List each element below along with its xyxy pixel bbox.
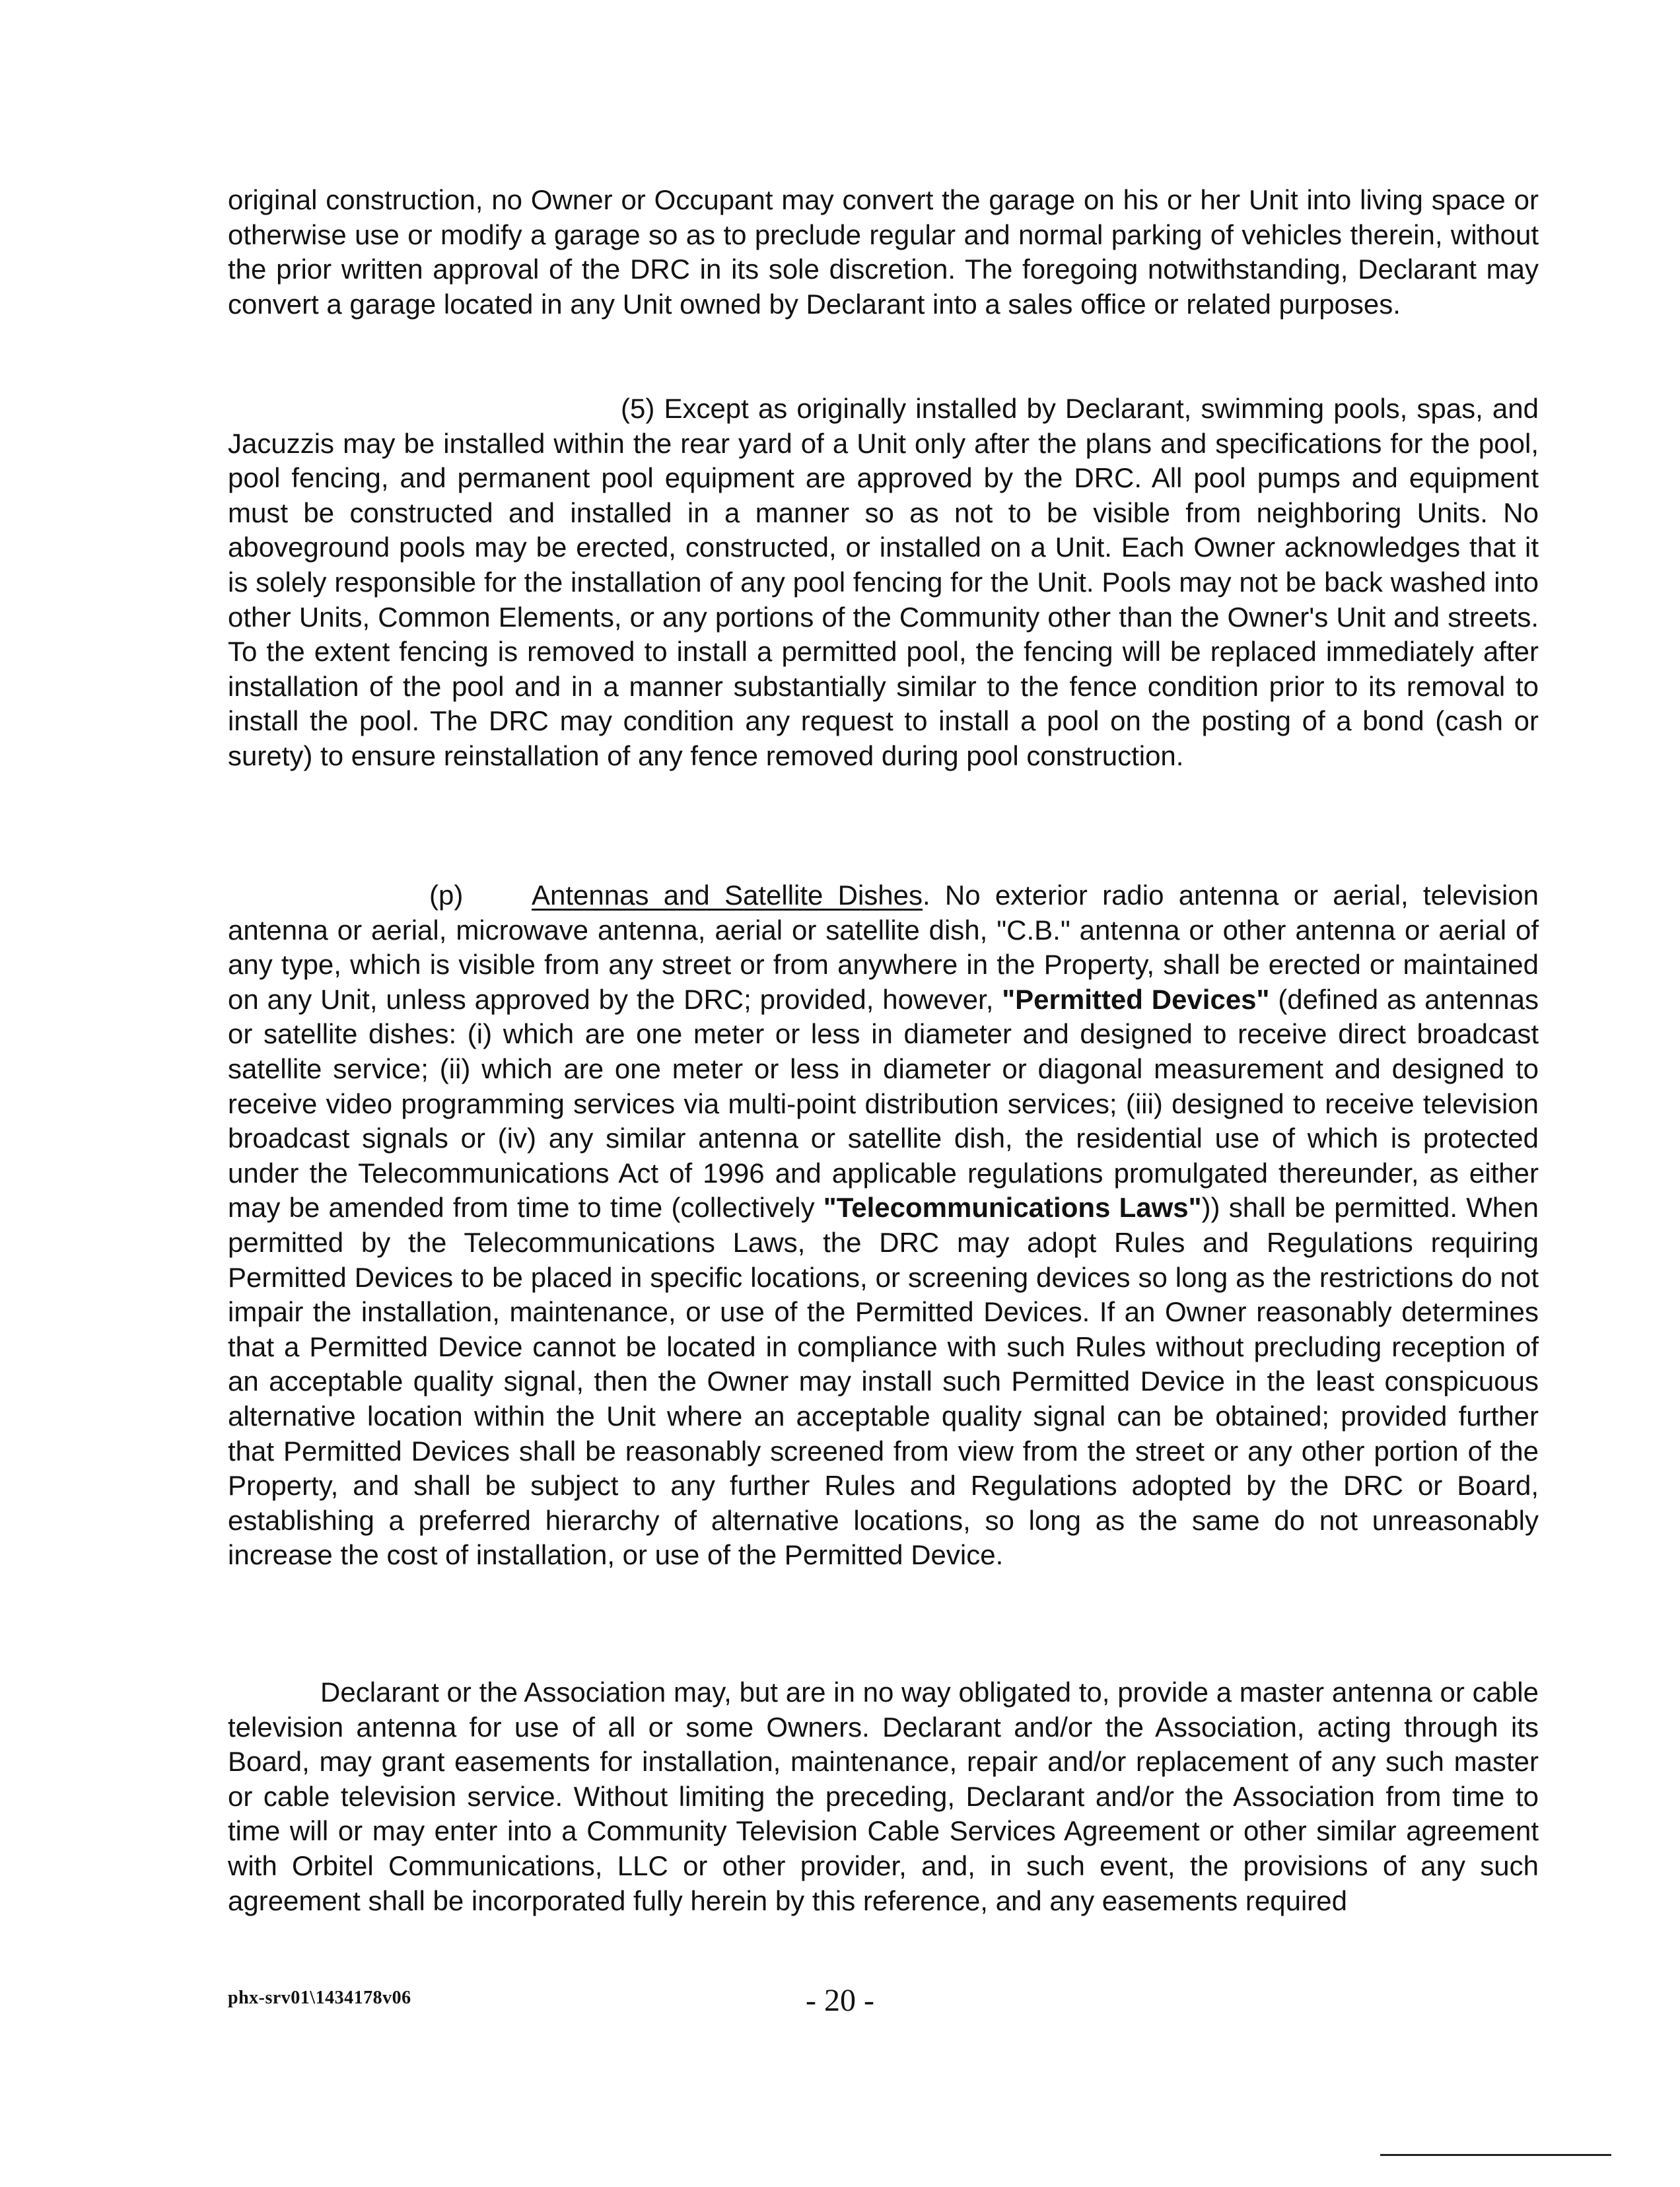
- paragraph-antennas: [228, 878, 1539, 1573]
- section-heading: Antennas and Satellite Dishes: [532, 880, 923, 911]
- defined-term-telecommunications-laws: "Telecommunications Laws": [823, 1192, 1202, 1224]
- subsection-label: (p): [429, 880, 464, 911]
- paragraph-text: Declarant or the Association may, but are in no way obligated to, provide a master antenna or cable television antenna for use of all or some Owners. Declarant and/or the Association, acting through its Board, may grant easements for installation, maintenance, repair and/or replacement of any such master or cable television service. Without limiting the preceding, Declarant and/or the Association from time to time will or may enter into a Community Television Cable Services Agreement or other similar agreement with Orbitel Communications, LLC or other provider, and, in such event, the provisions of any such agreement shall be incorporated fully herein by this reference, and any easements required: [228, 1677, 1539, 1916]
- defined-term-permitted-devices: "Permitted Devices": [1002, 983, 1270, 1015]
- page-number: - 20 -: [806, 1983, 874, 2018]
- paragraph-text-c: )) shall be permitted. When permitted by the Telecommunications Laws, the DRC may adopt Rules and Regulations requiring Permitted Devices to be placed in specific locations, or screening devices so long as the restrictions do not impair the installation, maintenance, or use of the Permitted Devices. If an Owner reasonably determines that a Permitted Device cannot be located in compliance with such Rules without precluding reception of an acceptable quality signal, then the Owner may install such Permitted Device in the least conspicuous alternative location within the Unit where an acceptable quality signal can be obtained; provided further that Permitted Devices shall be reasonably screened from view from the street or any other portion of the Property, and shall be subject to any further Rules and Regulations adopted by the DRC or Board, establishing a preferred hierarchy of alternative locations, so long as the same do not unreasonably increase the cost of installation, or use of the Permitted Device.: [228, 1192, 1539, 1571]
- paragraph-text: original construction, no Owner or Occupant may convert the garage on his or her Unit into living space or otherwise use or modify a garage so as to preclude regular and normal parking of vehicles therein, without the prior written approval of the DRC in its sole discretion. The foregoing notwithstanding, Declarant may convert a garage located in any Unit owned by Declarant into a sales office or related purposes.: [228, 184, 1539, 320]
- paragraph-garage-conversion: [228, 183, 1539, 322]
- paragraph-master-antenna: [228, 1675, 1539, 1918]
- heading-period: .: [923, 880, 930, 911]
- footer-document-id: phx-srv01\1434178v06: [228, 1988, 411, 2008]
- paragraph-text-a: No exterior radio antenna or aerial, television antenna or aerial, microwave antenna, aerial or satellite dish, "C.B." antenna or other antenna or aerial of any type, which is visible from any street or from anywhere in the Property, shall be erected or maintained on any Unit, unless approved by the DRC; provided, however,: [228, 880, 1539, 1015]
- paragraph-text: (5) Except as originally installed by Declarant, swimming pools, spas, and Jacuzzis may be installed within the rear yard of a Unit only after the plans and specifications for the pool, pool fencing, and permanent pool equipment are approved by the DRC. All pool pumps and equipment must be constructed and installed in a manner so as not to be visible from neighboring Units. No aboveground pools may be erected, constructed, or installed on a Unit. Each Owner acknowledges that it is solely responsible for the installation of any pool fencing for the Unit. Pools may not be back washed into other Units, Common Elements, or any portions of the Community other than the Owner's Unit and streets. To the extent fencing is removed to install a permitted pool, the fencing will be replaced immediately after installation of the pool and in a manner substantially similar to the fence condition prior to its removal to install the pool. The DRC may condition any request to install a pool on the posting of a bond (cash or surety) to ensure reinstallation of any fence removed during pool construction.: [228, 393, 1539, 771]
- scan-edge-line: [1380, 2154, 1611, 2156]
- paragraph-text-b: (defined as antennas or satellite dishes: (i) which are one meter or less in diameter and designed to receive direct broadcast satellite service; (ii) which are one meter or less in diameter or diagonal measurement and designed to receive video programming services via multi-point distribution services; (iii) designed to receive television broadcast signals or (iv) any similar antenna or satellite dish, the residential use of which is protected under the Telecommunications Act of 1996 and applicable regulations promulgated thereunder, as either may be amended from time to time (collectively: [228, 983, 1539, 1224]
- paragraph-swimming-pools: [228, 392, 1539, 774]
